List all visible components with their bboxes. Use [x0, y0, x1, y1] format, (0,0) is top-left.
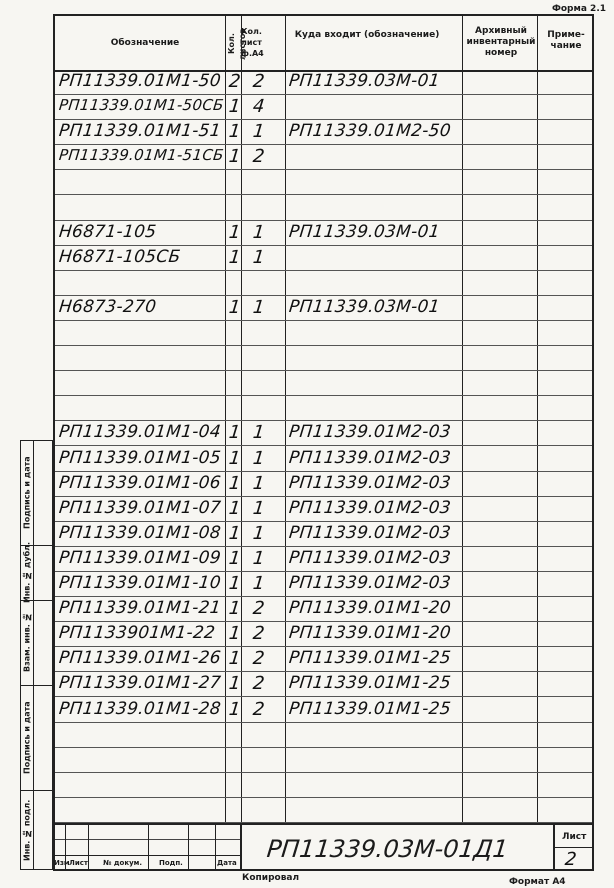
side-label-orig-inv: Инв. № подл. [22, 799, 32, 861]
row-where-used: РП11339.01М2-03 [287, 573, 452, 593]
row-sheets: 1 [227, 296, 242, 318]
row-where-used: РП11339.01М1-25 [287, 698, 452, 719]
row-sheets-a4: 2 [251, 71, 266, 92]
row-where-used: РП11339.03М-01 [287, 296, 441, 317]
row-sheets-a4: 4 [251, 96, 266, 118]
row-designation: Н6873-270 [57, 296, 158, 317]
row-sheets-a4: 1 [251, 522, 266, 544]
table-row [55, 647, 592, 672]
row-sheets: 1 [227, 96, 242, 118]
row-sheets: 1 [227, 673, 242, 695]
header-designation: Обозначение [110, 38, 180, 48]
table-row [55, 271, 592, 296]
table-row [55, 597, 592, 622]
row-sheets: 1 [227, 698, 242, 720]
row-designation: РП11339.01М1-06 [57, 472, 222, 493]
side-label-repl-inv: Взам. инв. № [22, 612, 32, 673]
table-row [55, 396, 592, 421]
row-sheets: 1 [227, 573, 242, 594]
row-designation: РП11339.01М1-27 [57, 673, 222, 694]
row-designation: РП11339.01М1-51 [57, 121, 222, 142]
table-row [55, 522, 592, 547]
table-header [55, 16, 592, 72]
table-row [55, 472, 592, 497]
row-designation: РП1133901М1-22 [57, 623, 217, 644]
table-row [55, 120, 592, 145]
table-row [55, 547, 592, 572]
row-sheets: 1 [227, 497, 242, 519]
col-izm: Изм [54, 859, 70, 867]
header-sheet-count: Кол. листов [227, 28, 247, 60]
row-designation: РП11339.01М1-08 [57, 522, 222, 543]
table-row [55, 622, 592, 647]
row-designation: РП11339.01М1-04 [57, 422, 222, 443]
col-list: Лист [69, 859, 88, 867]
row-sheets: 1 [227, 623, 242, 645]
sheet-number: 2 [563, 849, 578, 870]
row-sheets-a4: 2 [251, 673, 266, 695]
table-row [55, 497, 592, 522]
row-designation: РП11339.01М1-50СБ [58, 96, 225, 115]
row-sheets-a4: 1 [251, 121, 266, 143]
title-block [55, 823, 592, 871]
form-label: Форма 2.1 [551, 4, 606, 14]
sheet-label: Лист [562, 832, 587, 842]
row-designation: Н6871-105СБ [57, 246, 182, 267]
row-sheets: 1 [227, 447, 242, 469]
row-where-used: РП11339.01М2-03 [287, 447, 452, 468]
row-where-used: РП11339.01М2-03 [287, 422, 452, 443]
table-row [55, 572, 592, 597]
row-sheets-a4: 1 [251, 497, 266, 519]
col-sign: Подп. [159, 859, 183, 867]
row-designation: РП11339.01М1-10 [57, 573, 222, 593]
row-sheets-a4: 2 [251, 146, 266, 168]
row-sheets-a4: 2 [251, 623, 266, 645]
side-label-sign-date-2: Подпись и дата [22, 701, 32, 774]
row-sheets-a4: 1 [251, 472, 266, 494]
copied-label: Копировал [242, 873, 300, 883]
col-doc: № докум. [103, 859, 143, 867]
row-sheets-a4: 2 [251, 698, 266, 720]
table-row [55, 296, 592, 321]
side-label-sign-date-1: Подпись и дата [22, 456, 32, 529]
row-sheets-a4: 1 [251, 296, 266, 318]
table-row [55, 371, 592, 396]
row-sheets: 1 [227, 472, 242, 494]
row-designation: РП11339.01М1-28 [57, 698, 222, 719]
row-where-used: РП11339.01М1-25 [287, 648, 452, 669]
row-sheets-a4: 1 [251, 246, 266, 268]
row-designation: РП11339.01М1-09 [57, 547, 222, 568]
row-sheets: 1 [227, 648, 242, 670]
header-where-used: Куда входит (обозначение) [294, 30, 440, 40]
format-label: Формат А4 [509, 877, 566, 887]
row-sheets-a4: 2 [251, 598, 266, 620]
row-sheets: 2 [227, 71, 242, 92]
row-sheets-a4: 2 [251, 648, 266, 670]
row-where-used: РП11339.01М2-03 [287, 522, 452, 543]
table-row [55, 698, 592, 723]
row-sheets-a4: 1 [251, 221, 266, 243]
table-row [55, 748, 592, 773]
table-row [55, 221, 592, 246]
row-designation: РП11339.01М1-50 [57, 71, 222, 91]
table-row [55, 773, 592, 798]
table-row [55, 672, 592, 697]
row-sheets: 1 [227, 522, 242, 544]
row-designation: РП11339.01М1-07 [57, 497, 222, 518]
row-designation: Н6871-105 [57, 221, 158, 242]
row-designation: РП11339.01М1-21 [57, 598, 222, 619]
table-row [55, 346, 592, 371]
header-note: Приме- чание [547, 30, 585, 51]
table-row [55, 321, 592, 346]
table-row [55, 170, 592, 195]
row-sheets: 1 [227, 146, 242, 168]
row-sheets: 1 [227, 422, 242, 444]
row-where-used: РП11339.01М1-25 [287, 673, 452, 694]
header-archive: Архивный инвентарный номер [466, 26, 536, 58]
table-row [55, 196, 592, 221]
row-sheets: 1 [227, 121, 242, 143]
row-designation: РП11339.01М1-51СБ [58, 146, 225, 165]
table-row [55, 95, 592, 120]
table-row [55, 447, 592, 472]
table-row [55, 145, 592, 170]
table-row [55, 421, 592, 446]
row-sheets-a4: 1 [251, 447, 266, 469]
table-row [55, 798, 592, 823]
row-sheets-a4: 1 [251, 547, 266, 569]
side-strip-fill [34, 440, 53, 870]
row-where-used: РП11339.01М2-03 [287, 472, 452, 493]
row-designation: РП11339.01М1-05 [57, 447, 222, 468]
table-row [55, 246, 592, 271]
row-where-used: РП11339.03М-01 [287, 71, 441, 91]
row-where-used: РП11339.01М2-03 [287, 497, 452, 518]
row-where-used: РП11339.03М-01 [287, 221, 441, 242]
row-sheets: 1 [227, 246, 242, 268]
header-sheet-count-a4: Кол. лист ф.А4 [241, 27, 264, 58]
row-where-used: РП11339.01М1-20 [287, 598, 452, 619]
row-sheets: 1 [227, 221, 242, 243]
row-designation: РП11339.01М1-26 [57, 648, 222, 669]
document-number: РП11339.03М-01Д1 [265, 835, 510, 863]
row-sheets: 1 [227, 598, 242, 620]
row-where-used: РП11339.01М2-03 [287, 547, 452, 568]
row-where-used: РП11339.01М2-50 [287, 121, 452, 142]
table-row [55, 70, 592, 95]
table-row [55, 723, 592, 748]
side-label-dup-inv: Инв. № дубл. [22, 541, 32, 604]
col-date: Дата [217, 859, 237, 867]
row-sheets-a4: 1 [251, 422, 266, 444]
row-sheets-a4: 1 [251, 573, 266, 594]
row-where-used: РП11339.01М1-20 [287, 623, 452, 644]
row-sheets: 1 [227, 547, 242, 569]
